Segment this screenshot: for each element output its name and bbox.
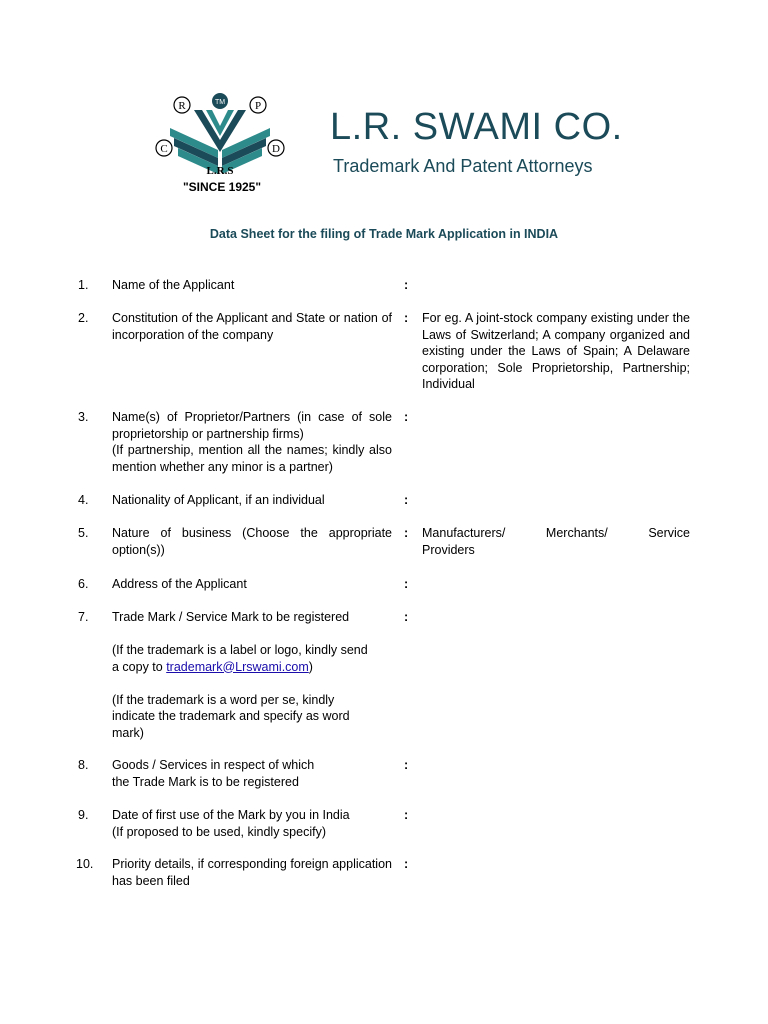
logo-letter-p: P (254, 100, 262, 112)
company-tagline: Trademark And Patent Attorneys (333, 156, 593, 176)
trademark-email-link[interactable]: trademark@Lrswami.com (166, 659, 309, 674)
field-label: Address of the Applicant (112, 577, 247, 591)
field-label-main: Goods / Services in respect of which (112, 758, 315, 772)
logo-letter-r: R (178, 100, 186, 112)
colon-separator: : (404, 610, 409, 624)
field-label-note: (If proposed to be used, kindly specify) (112, 824, 327, 839)
logo-letter-d: D (272, 143, 280, 155)
field-label: Name of the Applicant (112, 278, 235, 292)
field-label (112, 409, 392, 475)
field-label-cont: the Trade Mark is to be registered (112, 774, 299, 789)
logo-initials: L.R.S (206, 165, 234, 177)
field-label-main: Trade Mark / Service Mark to be registered (112, 610, 350, 624)
logo-letter-c: C (160, 143, 168, 155)
colon-separator: : (404, 577, 409, 591)
company-name: L.R. SWAMI CO. (330, 106, 623, 148)
logo-note (112, 642, 377, 675)
colon-separator: : (404, 808, 409, 822)
logo-note-text: (If the trademark is a label or logo, kindly send a copy to (112, 643, 368, 674)
colon-separator: : (404, 857, 409, 871)
field-label: Priority details, if corresponding foreign application has been filed (112, 857, 392, 888)
row-number: 8. (78, 758, 89, 772)
row-number: 3. (78, 410, 89, 424)
field-label: Nationality of Applicant, if an individual (112, 493, 325, 507)
row-number: 9. (78, 808, 89, 822)
row-number: 7. (78, 610, 89, 624)
field-label: Nature of business (Choose the appropriate option(s)) (112, 526, 392, 557)
option-providers: Providers (422, 542, 475, 557)
word-mark-note: (If the trademark is a word per se, kindly indicate the trademark and specify as word mark) (112, 692, 350, 740)
row-number: 10. (76, 857, 94, 871)
since-1925: "SINCE 1925" (182, 180, 262, 194)
colon-separator: : (404, 758, 409, 772)
row-number: 6. (78, 577, 89, 591)
field-label-main: Date of first use of the Mark by you in India (112, 808, 350, 822)
business-options (422, 525, 690, 558)
document-title: Data Sheet for the filing of Trade Mark Application in INDIA (209, 227, 559, 241)
field-label: Constitution of the Applicant and State or nation of incorporation of the company (112, 311, 392, 342)
colon-separator: : (404, 526, 409, 540)
colon-separator: : (404, 493, 409, 507)
field-label-note: (If partnership, mention all the names; kindly also mention whether any minor is a partner) (112, 443, 392, 474)
option-manufacturers: Manufacturers/ (422, 526, 506, 540)
row-number: 4. (78, 493, 89, 507)
letterhead (0, 0, 768, 215)
colon-separator: : (404, 278, 409, 292)
field-label (112, 609, 377, 741)
field-label-main: Name(s) of Proprietor/Partners (in case of sole proprietorship or partnership firms) (112, 410, 392, 441)
option-merchants: Merchants/ (545, 526, 608, 540)
field-label (112, 807, 392, 840)
field-example-text: For eg. A joint-stock company existing under the Laws of Switzerland; A company organized and existing under the Laws of Spain; A Delaware corporation; Sole Proprietorship, Partnership; Individual (422, 311, 690, 391)
row-number: 2. (78, 311, 89, 325)
logo-letter-tm: TM (214, 99, 226, 106)
colon-separator: : (404, 410, 409, 424)
logo-note-close: ) (308, 659, 313, 674)
option-service: Service (648, 526, 690, 540)
row-number: 5. (78, 526, 89, 540)
field-label (112, 757, 392, 790)
colon-separator: : (404, 311, 409, 325)
row-number: 1. (78, 278, 89, 292)
